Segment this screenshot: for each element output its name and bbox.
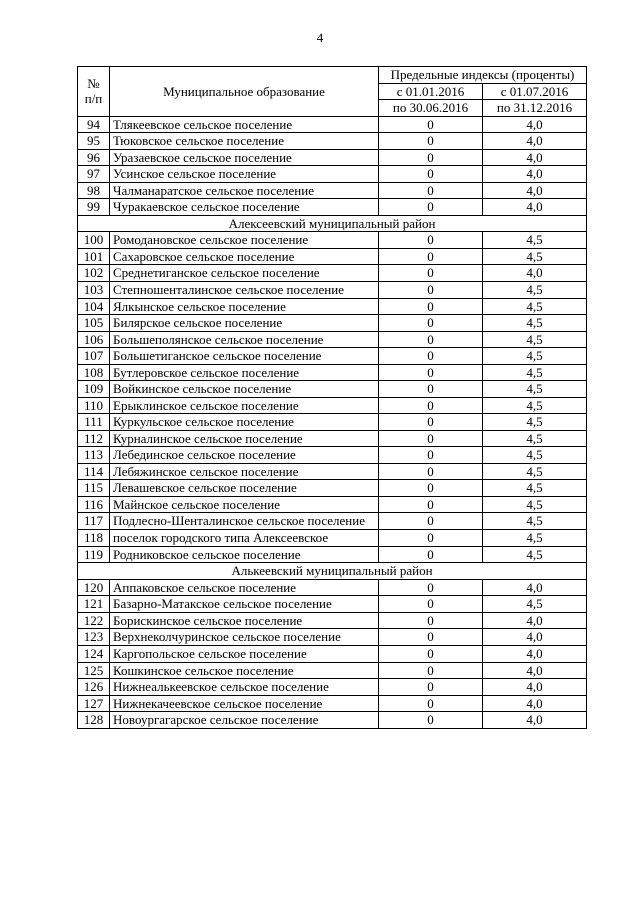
row-number: 114 — [78, 463, 110, 480]
row-number: 102 — [78, 265, 110, 282]
municipality-name: Тлякеевское сельское поселение — [110, 116, 379, 133]
index-period1: 0 — [379, 447, 483, 464]
index-period1: 0 — [379, 530, 483, 547]
municipality-name: Майнское сельское поселение — [110, 496, 379, 513]
table-row — [78, 182, 587, 199]
municipality-name: Кошкинское сельское поселение — [110, 662, 379, 679]
header-number-line1: № — [87, 75, 100, 91]
table-row — [78, 381, 587, 398]
municipality-name: Аппаковское сельское поселение — [110, 579, 379, 596]
table-row — [78, 281, 587, 298]
index-period2: 4,5 — [483, 480, 587, 497]
index-period1: 0 — [379, 265, 483, 282]
municipality-name: Нижнекачеевское сельское поселение — [110, 695, 379, 712]
index-period1: 0 — [379, 414, 483, 431]
table-row — [78, 695, 587, 712]
municipality-name: Ялкынское сельское поселение — [110, 298, 379, 315]
table-row — [78, 315, 587, 332]
index-period1: 0 — [379, 116, 483, 133]
index-period2: 4,5 — [483, 331, 587, 348]
municipality-name: Левашевское сельское поселение — [110, 480, 379, 497]
row-number: 98 — [78, 182, 110, 199]
row-number: 124 — [78, 646, 110, 663]
municipality-name: Борискинское сельское поселение — [110, 612, 379, 629]
header-municipality: Муниципальное образование — [110, 67, 379, 117]
index-period2: 4,0 — [483, 116, 587, 133]
index-period2: 4,0 — [483, 612, 587, 629]
row-number: 108 — [78, 364, 110, 381]
index-period2: 4,5 — [483, 414, 587, 431]
row-number: 97 — [78, 166, 110, 183]
index-period2: 4,0 — [483, 629, 587, 646]
table-row — [78, 579, 587, 596]
row-number: 126 — [78, 679, 110, 696]
row-number: 121 — [78, 596, 110, 613]
index-period1: 0 — [379, 496, 483, 513]
index-period2: 4,0 — [483, 646, 587, 663]
municipality-name: Войкинское сельское поселение — [110, 381, 379, 398]
municipality-name: Новоургагарское сельское поселение — [110, 712, 379, 729]
index-period2: 4,5 — [483, 546, 587, 563]
index-period2: 4,5 — [483, 397, 587, 414]
index-period2: 4,5 — [483, 232, 587, 249]
table-row — [78, 149, 587, 166]
index-period1: 0 — [379, 381, 483, 398]
district-header-row — [78, 563, 587, 580]
municipality-name: Чуракаевское сельское поселение — [110, 199, 379, 216]
municipality-name: Куркульское сельское поселение — [110, 414, 379, 431]
municipality-name: Билярское сельское поселение — [110, 315, 379, 332]
table-row — [78, 596, 587, 613]
municipality-name: Среднетиганское сельское поселение — [110, 265, 379, 282]
index-period2: 4,0 — [483, 679, 587, 696]
municipality-name: Сахаровское сельское поселение — [110, 248, 379, 265]
header-period2-line2: по 31.12.2016 — [483, 100, 587, 117]
municipality-name: Тюковское сельское поселение — [110, 133, 379, 150]
index-period1: 0 — [379, 513, 483, 530]
index-period2: 4,0 — [483, 265, 587, 282]
table-row — [78, 397, 587, 414]
index-period2: 4,0 — [483, 712, 587, 729]
table-header — [78, 67, 587, 117]
index-period1: 0 — [379, 596, 483, 613]
table-row — [78, 430, 587, 447]
index-period1: 0 — [379, 331, 483, 348]
row-number: 94 — [78, 116, 110, 133]
row-number: 106 — [78, 331, 110, 348]
table-row — [78, 712, 587, 729]
index-period1: 0 — [379, 149, 483, 166]
index-period1: 0 — [379, 646, 483, 663]
index-period2: 4,5 — [483, 348, 587, 365]
municipality-name: Родниковское сельское поселение — [110, 546, 379, 563]
index-period1: 0 — [379, 364, 483, 381]
table-row — [78, 298, 587, 315]
index-period2: 4,5 — [483, 381, 587, 398]
indices-table — [77, 66, 587, 729]
index-period2: 4,5 — [483, 513, 587, 530]
municipality-name: Базарно-Матакское сельское поселение — [110, 596, 379, 613]
row-number: 123 — [78, 629, 110, 646]
table-row — [78, 530, 587, 547]
index-period2: 4,5 — [483, 315, 587, 332]
row-number: 110 — [78, 397, 110, 414]
index-period2: 4,5 — [483, 298, 587, 315]
row-number: 96 — [78, 149, 110, 166]
index-period2: 4,0 — [483, 166, 587, 183]
index-period2: 4,5 — [483, 248, 587, 265]
municipality-name: Уразаевское сельское поселение — [110, 149, 379, 166]
district-name: Алексеевский муниципальный район — [78, 215, 587, 232]
table-row — [78, 513, 587, 530]
index-period1: 0 — [379, 463, 483, 480]
header-period1-line1: с 01.01.2016 — [379, 83, 483, 100]
row-number: 113 — [78, 447, 110, 464]
row-number: 122 — [78, 612, 110, 629]
index-period1: 0 — [379, 232, 483, 249]
index-period1: 0 — [379, 612, 483, 629]
index-period1: 0 — [379, 430, 483, 447]
municipality-name: Ерыклинское сельское поселение — [110, 397, 379, 414]
district-header-row — [78, 215, 587, 232]
table-row — [78, 546, 587, 563]
index-period1: 0 — [379, 695, 483, 712]
row-number: 99 — [78, 199, 110, 216]
table-row — [78, 166, 587, 183]
table-row — [78, 348, 587, 365]
index-period1: 0 — [379, 629, 483, 646]
header-period2-line1: с 01.07.2016 — [483, 83, 587, 100]
index-period1: 0 — [379, 348, 483, 365]
index-period2: 4,5 — [483, 530, 587, 547]
table-row — [78, 116, 587, 133]
index-period1: 0 — [379, 397, 483, 414]
table-row — [78, 662, 587, 679]
index-period2: 4,0 — [483, 695, 587, 712]
row-number: 125 — [78, 662, 110, 679]
row-number: 105 — [78, 315, 110, 332]
municipality-name: Каргопольское сельское поселение — [110, 646, 379, 663]
index-period2: 4,5 — [483, 430, 587, 447]
row-number: 101 — [78, 248, 110, 265]
table-row — [78, 496, 587, 513]
municipality-name: Нижнеалькеевское сельское поселение — [110, 679, 379, 696]
row-number: 95 — [78, 133, 110, 150]
municipality-name: Бутлеровское сельское поселение — [110, 364, 379, 381]
index-period2: 4,5 — [483, 364, 587, 381]
table-row — [78, 463, 587, 480]
municipality-name: Лебединское сельское поселение — [110, 447, 379, 464]
municipality-name: Степношенталинское сельское поселение — [110, 281, 379, 298]
table-row — [78, 265, 587, 282]
row-number: 103 — [78, 281, 110, 298]
table-row — [78, 133, 587, 150]
table-row — [78, 679, 587, 696]
table-row — [78, 414, 587, 431]
row-number: 120 — [78, 579, 110, 596]
index-period1: 0 — [379, 281, 483, 298]
row-number: 115 — [78, 480, 110, 497]
header-indices-group: Предельные индексы (проценты) — [379, 67, 587, 84]
table-row — [78, 331, 587, 348]
index-period2: 4,0 — [483, 182, 587, 199]
table-row — [78, 629, 587, 646]
index-period1: 0 — [379, 662, 483, 679]
header-number-line2: п/п — [84, 91, 103, 107]
index-period2: 4,0 — [483, 199, 587, 216]
index-period1: 0 — [379, 480, 483, 497]
table-row — [78, 612, 587, 629]
index-period2: 4,0 — [483, 579, 587, 596]
index-period1: 0 — [379, 546, 483, 563]
index-period1: 0 — [379, 298, 483, 315]
row-number: 104 — [78, 298, 110, 315]
row-number: 100 — [78, 232, 110, 249]
row-number: 112 — [78, 430, 110, 447]
index-period1: 0 — [379, 712, 483, 729]
index-period1: 0 — [379, 199, 483, 216]
municipality-name: Чалманаратское сельское поселение — [110, 182, 379, 199]
index-period1: 0 — [379, 182, 483, 199]
index-period2: 4,5 — [483, 596, 587, 613]
row-number: 127 — [78, 695, 110, 712]
table-row — [78, 364, 587, 381]
table-row — [78, 232, 587, 249]
index-period2: 4,5 — [483, 447, 587, 464]
index-period2: 4,0 — [483, 662, 587, 679]
index-period2: 4,5 — [483, 463, 587, 480]
index-period1: 0 — [379, 133, 483, 150]
index-period2: 4,0 — [483, 149, 587, 166]
municipality-name: Лебяжинское сельское поселение — [110, 463, 379, 480]
row-number: 117 — [78, 513, 110, 530]
header-number — [78, 67, 110, 117]
index-period2: 4,0 — [483, 133, 587, 150]
municipality-name: Большетиганское сельское поселение — [110, 348, 379, 365]
row-number: 128 — [78, 712, 110, 729]
municipality-name: поселок городского типа Алексеевское — [110, 530, 379, 547]
municipality-name: Большеполянское сельское поселение — [110, 331, 379, 348]
index-period2: 4,5 — [483, 496, 587, 513]
row-number: 118 — [78, 530, 110, 547]
row-number: 119 — [78, 546, 110, 563]
municipality-name: Усинское сельское поселение — [110, 166, 379, 183]
index-period1: 0 — [379, 679, 483, 696]
table-body — [78, 116, 587, 728]
index-period2: 4,5 — [483, 281, 587, 298]
index-period1: 0 — [379, 166, 483, 183]
row-number: 109 — [78, 381, 110, 398]
index-period1: 0 — [379, 248, 483, 265]
municipality-name: Ромодановское сельское поселение — [110, 232, 379, 249]
municipality-name: Верхнеколчуринское сельское поселение — [110, 629, 379, 646]
table-row — [78, 447, 587, 464]
municipality-name: Подлесно-Шенталинское сельское поселение — [110, 513, 379, 530]
index-period1: 0 — [379, 315, 483, 332]
table-row — [78, 646, 587, 663]
page-number: 4 — [316, 30, 324, 45]
table-row — [78, 199, 587, 216]
index-period1: 0 — [379, 579, 483, 596]
table-row — [78, 480, 587, 497]
row-number: 107 — [78, 348, 110, 365]
district-name: Алькеевский муниципальный район — [78, 563, 587, 580]
municipality-name: Курналинское сельское поселение — [110, 430, 379, 447]
table-row — [78, 248, 587, 265]
header-period1-line2: по 30.06.2016 — [379, 100, 483, 117]
row-number: 111 — [78, 414, 110, 431]
row-number: 116 — [78, 496, 110, 513]
